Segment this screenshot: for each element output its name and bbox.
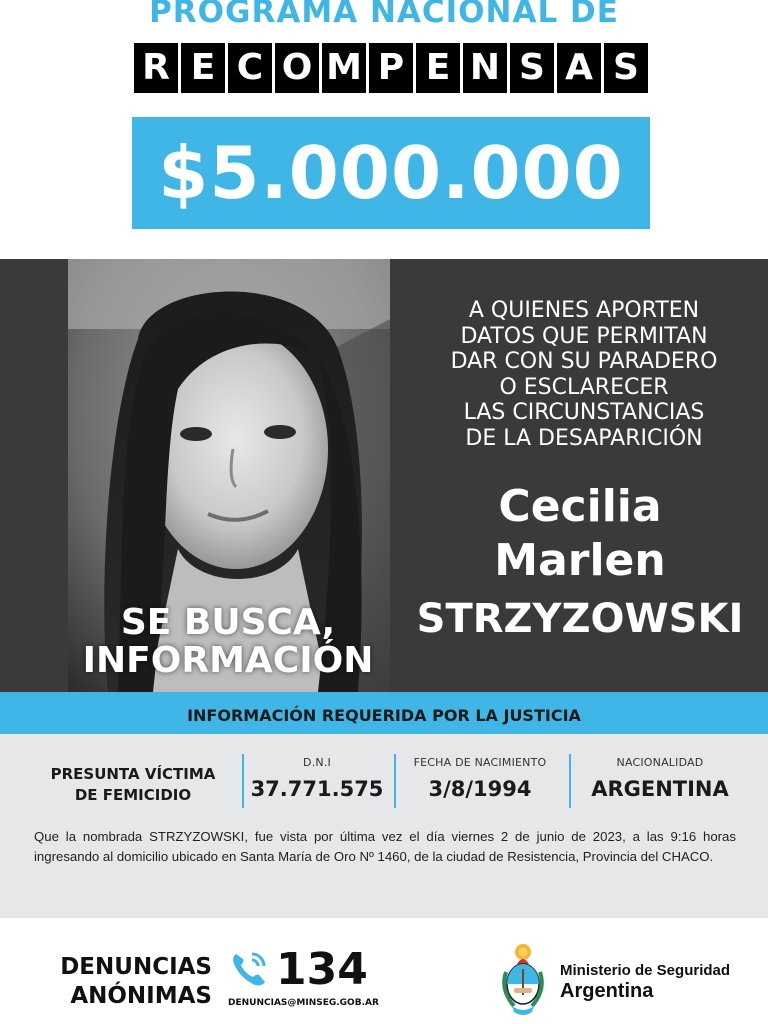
reward-line: O ESCLARECER xyxy=(499,374,669,400)
denuncias-line2: ANÓNIMAS xyxy=(70,983,212,1009)
title-letter: E xyxy=(181,43,225,93)
reward-line: LAS CIRCUNSTANCIAS xyxy=(463,400,705,425)
dni-field xyxy=(250,756,384,801)
phone-icon xyxy=(228,948,270,994)
reward-line: DE LA DESAPARICIÓN xyxy=(465,425,703,451)
title-letter: A xyxy=(557,43,601,93)
birth-label: FECHA DE NACIMIENTO xyxy=(413,756,547,769)
report-email[interactable]: DENUNCIAS@MINSEG.GOB.AR xyxy=(228,998,379,1008)
divider xyxy=(569,754,571,808)
anonymous-reports-label xyxy=(32,953,212,1011)
reward-line: DAR CON SU PARADERO xyxy=(450,349,718,374)
title-letter: O xyxy=(275,43,319,93)
case-description: Que la nombrada STRZYZOWSKI, fue vista por última vez el día viernes 2 de junio de 2023, a las 9:16 horas ingresando al domicilio ubicado en Santa María de Oro Nº 1460, de la ciudad de Resistencia, Provincia del CHACO. xyxy=(34,829,736,864)
dni-value: 37.771.575 xyxy=(250,777,384,801)
info-bar-content xyxy=(0,698,768,732)
title-letter: S xyxy=(604,43,648,93)
birth-field xyxy=(400,756,560,801)
divider xyxy=(394,754,396,808)
denuncias-line1: DENUNCIAS xyxy=(60,954,212,980)
title-letter: P xyxy=(369,43,413,93)
ministry-logo-text xyxy=(560,962,730,1003)
title-letter: S xyxy=(510,43,554,93)
victim-line1: PRESUNTA VÍCTIMA xyxy=(50,765,216,783)
birth-value: 3/8/1994 xyxy=(428,777,532,801)
name-first: Cecilia xyxy=(498,481,662,532)
title-letter: M xyxy=(322,43,366,93)
title-letter: C xyxy=(228,43,272,93)
reward-line: DATOS QUE PERMITAN xyxy=(460,323,708,349)
nationality-label: NACIONALIDAD xyxy=(616,756,704,769)
recompensas-word xyxy=(134,43,648,93)
title-letter: E xyxy=(416,43,460,93)
se-busca-label xyxy=(58,604,398,680)
person-name xyxy=(392,480,768,644)
reward-line: A QUIENES APORTEN xyxy=(468,298,700,323)
nationality-value: ARGENTINA xyxy=(591,777,729,801)
dni-label: D.N.I xyxy=(303,756,331,769)
title-letter: R xyxy=(134,43,178,93)
reward-amount: $5.000.000 xyxy=(132,117,650,229)
nationality-field xyxy=(578,756,742,801)
se-busca-line2: INFORMACIÓN xyxy=(82,640,374,681)
divider xyxy=(242,754,244,808)
info-bar-label: INFORMACIÓN REQUERIDA POR LA JUSTICIA xyxy=(187,705,581,725)
name-last: STRZYZOWSKI xyxy=(416,596,744,642)
victim-status xyxy=(28,764,238,806)
program-title: PROGRAMA NACIONAL DE xyxy=(149,0,619,30)
ministry-country: Argentina xyxy=(560,980,654,1002)
victim-line2: DE FEMICIDIO xyxy=(74,786,192,804)
hotline-number[interactable]: 134 xyxy=(276,944,368,995)
se-busca-line1: SE BUSCA, xyxy=(120,602,336,643)
argentina-coat-of-arms-icon xyxy=(498,942,548,1022)
ministry-name: Ministerio de Seguridad xyxy=(560,962,731,979)
title-letter: N xyxy=(463,43,507,93)
reward-conditions xyxy=(404,298,764,451)
name-middle: Marlen xyxy=(494,535,666,586)
